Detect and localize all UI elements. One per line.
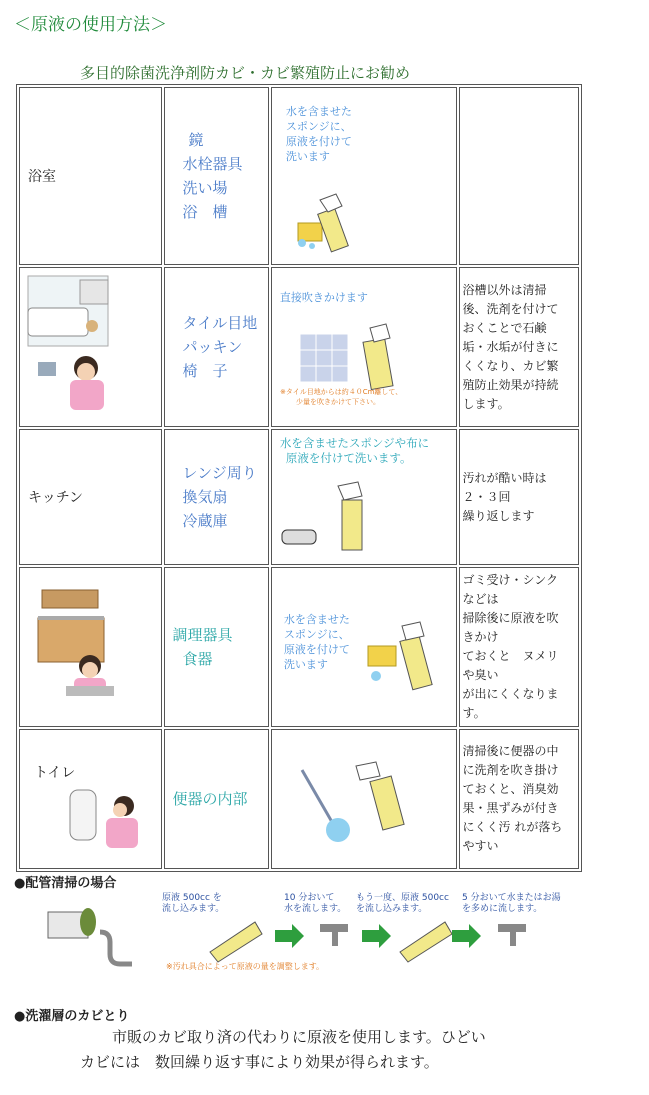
illustration-cell [271, 567, 457, 727]
note-cell [459, 87, 579, 265]
place-cell [19, 87, 162, 265]
item-text: 便器の内部 [172, 790, 248, 808]
item-text: パッキン [182, 338, 243, 356]
toilet-woman-illustration [20, 730, 160, 868]
place-cell [19, 567, 162, 727]
sink-pipe-illustration [40, 892, 140, 972]
pipe-warning: ※汚れ具合によって原液の量を調整します。 [166, 962, 325, 971]
pipe-section-title: ●配管清掃の場合 [14, 876, 117, 891]
items-cell [164, 429, 269, 565]
item-text: タイル目地 [182, 314, 258, 332]
table-row [19, 87, 579, 265]
note-cell: 浴槽以外は清掃 後、洗剤を付けて おくことで石鹸 垢・水垢が付きに くくなり、カビ繁 殖防止効果が持続 します。 [459, 267, 579, 427]
place-cell [19, 729, 162, 869]
illustration-cell [271, 729, 457, 869]
page-heading: ＜原液の使用方法＞ [14, 15, 167, 35]
bathroom-woman-illustration [20, 268, 160, 426]
step-text: 10 分おいて 水を流します。 [284, 893, 347, 914]
laundry-text-line2: カビには 数回繰り返す事により効果が得られます。 [80, 1053, 439, 1071]
item-text: 洗い場 [182, 179, 228, 197]
warning-text: 少量を吹きかけて下さい。 [295, 398, 380, 406]
step-text: もう一度、原液 500cc を流し込みます。 [356, 893, 449, 914]
place-label: 浴室 [28, 169, 56, 185]
item-text: 水栓器具 [182, 155, 243, 173]
place-cell [19, 429, 162, 565]
instruction-text: 水を含ませたスポンジや布に 原液を付けて洗います。 [279, 436, 430, 465]
items-cell [164, 729, 269, 869]
laundry-text-line1: 市販のカビ取り済の代わりに原液を使用します。ひどい [112, 1028, 486, 1046]
items-cell [164, 267, 269, 427]
pipe-steps-illustration [160, 912, 560, 968]
instruction-text: 直接吹きかけます [279, 291, 368, 304]
item-text: 調理器具 [172, 626, 233, 644]
illustration-cell [271, 429, 457, 565]
instruction-text: 水を含ませた スポンジに、 原液を付けて 洗います [285, 105, 352, 163]
item-text: 椅 子 [182, 362, 228, 380]
note-cell: ゴミ受け・シンク などは 掃除後に原液を吹 きかけ ておくと ヌメリ や臭い が出にくくなりま す。 [459, 567, 579, 727]
place-label: トイレ [34, 765, 76, 781]
table-row [19, 429, 579, 565]
note-cell: 清掃後に便器の中 に洗剤を吹き掛け ておくと、消臭効 果・黒ずみが付き にくく汚 れが落ち やすい [459, 729, 579, 869]
kitchen-woman-illustration [20, 568, 160, 726]
items-cell [164, 567, 269, 727]
illustration-cell [271, 267, 457, 427]
table-row [19, 267, 579, 427]
place-label: キッチン [28, 490, 84, 506]
items-cell [164, 87, 269, 265]
usage-table [16, 84, 582, 872]
step-text: 5 分おいて水またはお湯 を多めに流します。 [462, 893, 561, 914]
place-cell [19, 267, 162, 427]
item-text: 浴 槽 [182, 203, 228, 221]
instruction-text: 水を含ませた スポンジに、 原液を付けて 洗います [283, 613, 350, 671]
table-row [19, 729, 579, 869]
note-cell: 汚れが酷い時は ２・３回 繰り返します [459, 429, 579, 565]
item-text: 鏡 [188, 131, 204, 149]
item-text: 食器 [182, 650, 213, 668]
item-text: レンジ周り [182, 464, 257, 482]
page-subtitle: 多目的除菌洗浄剤防カビ・カビ繁殖防止にお勧め [80, 64, 411, 82]
warning-text: ※タイル目地からは約４０Cm離して、 [279, 388, 403, 396]
item-text: 換気扇 [182, 488, 228, 506]
table-row [19, 567, 579, 727]
item-text: 冷蔵庫 [182, 512, 228, 530]
laundry-section-title: ●洗濯層のカビとり [14, 1009, 130, 1024]
step-text: 原液 500cc を 流し込みます。 [162, 893, 225, 914]
illustration-cell [271, 87, 457, 265]
toilet-brush-spray-illustration [272, 730, 455, 868]
